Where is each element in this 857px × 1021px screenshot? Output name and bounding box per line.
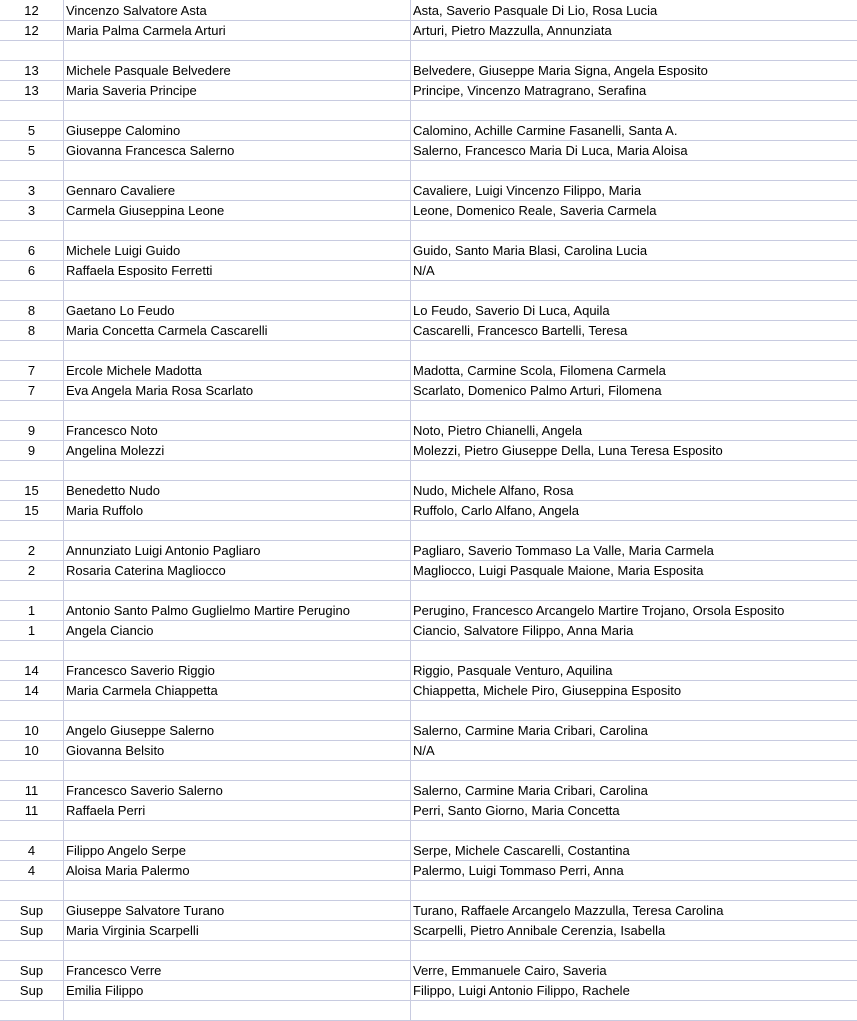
cell-name[interactable] — [63, 521, 410, 540]
cell-number[interactable]: 5 — [27, 123, 36, 138]
cell-parents[interactable]: Magliocco, Luigi Pasquale Maione, Maria Esposita — [413, 563, 704, 578]
cell-number[interactable] — [0, 641, 63, 660]
empty-row[interactable] — [0, 641, 857, 661]
cell-name[interactable]: Giovanna Belsito — [66, 743, 165, 758]
cell-name[interactable]: Giovanna Francesca Salerno — [66, 143, 235, 158]
cell-name[interactable] — [63, 1001, 410, 1020]
table-row[interactable] — [0, 361, 857, 381]
table-row[interactable] — [0, 801, 857, 821]
cell-number[interactable]: 14 — [24, 663, 39, 678]
cell-parents[interactable] — [410, 341, 857, 360]
cell-name[interactable]: Benedetto Nudo — [66, 483, 160, 498]
cell-parents[interactable]: Perri, Santo Giorno, Maria Concetta — [413, 803, 620, 818]
empty-row[interactable] — [0, 821, 857, 841]
cell-name[interactable]: Francesco Noto — [66, 423, 158, 438]
cell-parents[interactable]: Turano, Raffaele Arcangelo Mazzulla, Teresa Carolina — [413, 903, 724, 918]
cell-number[interactable] — [0, 941, 63, 960]
cell-parents[interactable]: Salerno, Carmine Maria Cribari, Carolina — [413, 723, 648, 738]
empty-row[interactable] — [0, 1001, 857, 1021]
table-row[interactable] — [0, 661, 857, 681]
table-row[interactable] — [0, 241, 857, 261]
cell-number[interactable]: 1 — [27, 623, 36, 638]
cell-name[interactable]: Raffaela Perri — [66, 803, 146, 818]
cell-parents[interactable]: Chiappetta, Michele Piro, Giuseppina Esposito — [413, 683, 682, 698]
empty-row[interactable] — [0, 941, 857, 961]
empty-row[interactable] — [0, 701, 857, 721]
cell-name[interactable]: Filippo Angelo Serpe — [66, 843, 186, 858]
cell-name[interactable] — [63, 281, 410, 300]
cell-number[interactable] — [0, 581, 63, 600]
table-row[interactable] — [0, 321, 857, 341]
cell-number[interactable]: 9 — [27, 443, 36, 458]
cell-number[interactable] — [0, 521, 63, 540]
cell-name[interactable] — [63, 341, 410, 360]
cell-number[interactable]: 13 — [24, 63, 39, 78]
cell-parents[interactable]: Principe, Vincenzo Matragrano, Serafina — [413, 83, 647, 98]
cell-name[interactable]: Francesco Saverio Riggio — [66, 663, 215, 678]
table-row[interactable] — [0, 441, 857, 461]
cell-name[interactable]: Angelo Giuseppe Salerno — [66, 723, 215, 738]
cell-parents[interactable]: Guido, Santo Maria Blasi, Carolina Lucia — [413, 243, 648, 258]
cell-parents[interactable] — [410, 161, 857, 180]
cell-parents[interactable]: Salerno, Francesco Maria Di Luca, Maria Aloisa — [413, 143, 688, 158]
table-row[interactable] — [0, 901, 857, 921]
cell-parents[interactable]: Pagliaro, Saverio Tommaso La Valle, Maria Carmela — [413, 543, 714, 558]
cell-name[interactable]: Michele Luigi Guido — [66, 243, 181, 258]
cell-parents[interactable]: Scarlato, Domenico Palmo Arturi, Filomena — [413, 383, 662, 398]
cell-name[interactable]: Antonio Santo Palmo Guglielmo Martire Perugino — [66, 603, 350, 618]
cell-name[interactable]: Francesco Saverio Salerno — [66, 783, 223, 798]
cell-number[interactable]: 12 — [24, 3, 39, 18]
cell-number[interactable] — [0, 101, 63, 120]
cell-name[interactable]: Vincenzo Salvatore Asta — [66, 3, 207, 18]
cell-parents[interactable]: Palermo, Luigi Tommaso Perri, Anna — [413, 863, 624, 878]
cell-name[interactable]: Maria Saveria Principe — [66, 83, 197, 98]
cell-parents[interactable] — [410, 941, 857, 960]
table-row[interactable] — [0, 481, 857, 501]
cell-number[interactable] — [0, 821, 63, 840]
cell-parents[interactable]: Leone, Domenico Reale, Saveria Carmela — [413, 203, 657, 218]
cell-number[interactable] — [0, 341, 63, 360]
cell-name[interactable] — [63, 701, 410, 720]
cell-parents[interactable] — [410, 821, 857, 840]
cell-name[interactable]: Maria Virginia Scarpelli — [66, 923, 199, 938]
cell-number[interactable] — [0, 161, 63, 180]
cell-name[interactable]: Gennaro Cavaliere — [66, 183, 176, 198]
cell-parents[interactable] — [410, 881, 857, 900]
empty-row[interactable] — [0, 101, 857, 121]
cell-number[interactable]: 9 — [27, 423, 36, 438]
cell-number[interactable] — [0, 881, 63, 900]
table-row[interactable] — [0, 201, 857, 221]
cell-name[interactable]: Ercole Michele Madotta — [66, 363, 202, 378]
table-row[interactable] — [0, 301, 857, 321]
empty-row[interactable] — [0, 581, 857, 601]
cell-parents[interactable] — [410, 101, 857, 120]
cell-parents[interactable]: Molezzi, Pietro Giuseppe Della, Luna Teresa Esposito — [413, 443, 723, 458]
cell-number[interactable]: 12 — [24, 23, 39, 38]
table-row[interactable] — [0, 741, 857, 761]
cell-number[interactable]: Sup — [19, 963, 44, 978]
cell-parents[interactable]: Asta, Saverio Pasquale Di Lio, Rosa Lucia — [413, 3, 658, 18]
cell-name[interactable] — [63, 221, 410, 240]
cell-parents[interactable]: Filippo, Luigi Antonio Filippo, Rachele — [413, 983, 630, 998]
cell-parents[interactable]: Noto, Pietro Chianelli, Angela — [413, 423, 583, 438]
table-row[interactable] — [0, 981, 857, 1001]
table-row[interactable] — [0, 961, 857, 981]
cell-name[interactable]: Eva Angela Maria Rosa Scarlato — [66, 383, 254, 398]
cell-parents[interactable]: Nudo, Michele Alfano, Rosa — [413, 483, 574, 498]
cell-name[interactable]: Giuseppe Salvatore Turano — [66, 903, 225, 918]
table-row[interactable] — [0, 501, 857, 521]
cell-number[interactable] — [0, 41, 63, 60]
cell-number[interactable]: Sup — [19, 983, 44, 998]
cell-parents[interactable]: Arturi, Pietro Mazzulla, Annunziata — [413, 23, 612, 38]
cell-parents[interactable]: Calomino, Achille Carmine Fasanelli, Santa A. — [413, 123, 678, 138]
table-row[interactable] — [0, 681, 857, 701]
cell-name[interactable]: Gaetano Lo Feudo — [66, 303, 175, 318]
cell-number[interactable]: 7 — [27, 363, 36, 378]
cell-name[interactable] — [63, 581, 410, 600]
cell-number[interactable]: Sup — [19, 923, 44, 938]
cell-parents[interactable]: Serpe, Michele Cascarelli, Costantina — [413, 843, 630, 858]
cell-name[interactable]: Maria Palma Carmela Arturi — [66, 23, 226, 38]
table-row[interactable] — [0, 841, 857, 861]
cell-parents[interactable] — [410, 1001, 857, 1020]
cell-parents[interactable]: Verre, Emmanuele Cairo, Saveria — [413, 963, 607, 978]
cell-parents[interactable]: Ruffolo, Carlo Alfano, Angela — [413, 503, 579, 518]
table-row[interactable] — [0, 181, 857, 201]
cell-parents[interactable]: Lo Feudo, Saverio Di Luca, Aquila — [413, 303, 610, 318]
cell-name[interactable] — [63, 641, 410, 660]
cell-name[interactable] — [63, 821, 410, 840]
cell-name[interactable]: Maria Concetta Carmela Cascarelli — [66, 323, 268, 338]
cell-number[interactable] — [0, 401, 63, 420]
cell-name[interactable] — [63, 881, 410, 900]
cell-number[interactable]: 4 — [27, 843, 36, 858]
cell-number[interactable]: Sup — [19, 903, 44, 918]
cell-number[interactable]: 7 — [27, 383, 36, 398]
cell-parents[interactable]: Salerno, Carmine Maria Cribari, Carolina — [413, 783, 648, 798]
cell-name[interactable] — [63, 761, 410, 780]
table-row[interactable] — [0, 21, 857, 41]
cell-number[interactable]: 2 — [27, 563, 36, 578]
empty-row[interactable] — [0, 521, 857, 541]
cell-number[interactable]: 6 — [27, 243, 36, 258]
table-row[interactable] — [0, 121, 857, 141]
cell-parents[interactable] — [410, 761, 857, 780]
cell-number[interactable]: 3 — [27, 203, 36, 218]
table-row[interactable] — [0, 261, 857, 281]
cell-number[interactable]: 10 — [24, 723, 39, 738]
table-row[interactable] — [0, 421, 857, 441]
empty-row[interactable] — [0, 221, 857, 241]
table-row[interactable] — [0, 601, 857, 621]
table-row[interactable] — [0, 61, 857, 81]
cell-number[interactable]: 11 — [24, 803, 39, 818]
cell-number[interactable] — [0, 461, 63, 480]
cell-number[interactable]: 15 — [24, 483, 39, 498]
cell-number[interactable] — [0, 701, 63, 720]
cell-number[interactable]: 6 — [27, 263, 36, 278]
empty-row[interactable] — [0, 401, 857, 421]
cell-number[interactable]: 2 — [27, 543, 36, 558]
cell-number[interactable]: 3 — [27, 183, 36, 198]
cell-name[interactable] — [63, 941, 410, 960]
cell-name[interactable]: Aloisa Maria Palermo — [66, 863, 190, 878]
empty-row[interactable] — [0, 161, 857, 181]
cell-name[interactable]: Emilia Filippo — [66, 983, 144, 998]
cell-name[interactable] — [63, 41, 410, 60]
cell-parents[interactable]: Madotta, Carmine Scola, Filomena Carmela — [413, 363, 666, 378]
table-row[interactable] — [0, 381, 857, 401]
table-row[interactable] — [0, 141, 857, 161]
cell-parents[interactable] — [410, 221, 857, 240]
cell-number[interactable]: 11 — [24, 783, 39, 798]
table-row[interactable] — [0, 921, 857, 941]
cell-name[interactable]: Angela Ciancio — [66, 623, 154, 638]
cell-parents[interactable] — [410, 581, 857, 600]
cell-parents[interactable]: Scarpelli, Pietro Annibale Cerenzia, Isabella — [413, 923, 666, 938]
cell-parents[interactable]: Ciancio, Salvatore Filippo, Anna Maria — [413, 623, 634, 638]
cell-parents[interactable]: Cavaliere, Luigi Vincenzo Filippo, Maria — [413, 183, 642, 198]
cell-number[interactable] — [0, 281, 63, 300]
cell-parents[interactable]: Perugino, Francesco Arcangelo Martire Trojano, Orsola Esposito — [413, 603, 785, 618]
cell-parents[interactable]: N/A — [413, 743, 435, 758]
empty-row[interactable] — [0, 761, 857, 781]
table-row[interactable] — [0, 861, 857, 881]
empty-row[interactable] — [0, 41, 857, 61]
cell-name[interactable]: Maria Ruffolo — [66, 503, 144, 518]
cell-number[interactable] — [0, 1001, 63, 1020]
empty-row[interactable] — [0, 461, 857, 481]
cell-number[interactable]: 10 — [24, 743, 39, 758]
table-row[interactable] — [0, 561, 857, 581]
cell-number[interactable]: 8 — [27, 303, 36, 318]
cell-parents[interactable] — [410, 41, 857, 60]
cell-number[interactable]: 1 — [27, 603, 36, 618]
empty-row[interactable] — [0, 881, 857, 901]
cell-number[interactable]: 14 — [24, 683, 39, 698]
cell-name[interactable] — [63, 101, 410, 120]
cell-number[interactable] — [0, 761, 63, 780]
table-row[interactable] — [0, 81, 857, 101]
cell-parents[interactable]: Riggio, Pasquale Venturo, Aquilina — [413, 663, 613, 678]
cell-name[interactable]: Carmela Giuseppina Leone — [66, 203, 225, 218]
table-row[interactable] — [0, 621, 857, 641]
cell-number[interactable]: 13 — [24, 83, 39, 98]
cell-name[interactable]: Rosaria Caterina Magliocco — [66, 563, 226, 578]
empty-row[interactable] — [0, 341, 857, 361]
cell-name[interactable]: Francesco Verre — [66, 963, 162, 978]
cell-number[interactable] — [0, 221, 63, 240]
cell-name[interactable] — [63, 401, 410, 420]
cell-parents[interactable] — [410, 461, 857, 480]
empty-row[interactable] — [0, 281, 857, 301]
cell-name[interactable] — [63, 161, 410, 180]
cell-parents[interactable]: N/A — [413, 263, 435, 278]
cell-parents[interactable] — [410, 281, 857, 300]
cell-name[interactable]: Raffaela Esposito Ferretti — [66, 263, 213, 278]
cell-name[interactable]: Maria Carmela Chiappetta — [66, 683, 218, 698]
cell-number[interactable]: 15 — [24, 503, 39, 518]
cell-parents[interactable] — [410, 701, 857, 720]
table-row[interactable] — [0, 1, 857, 21]
cell-parents[interactable] — [410, 641, 857, 660]
cell-parents[interactable]: Belvedere, Giuseppe Maria Signa, Angela Esposito — [413, 63, 708, 78]
cell-parents[interactable] — [410, 521, 857, 540]
cell-number[interactable]: 8 — [27, 323, 36, 338]
cell-name[interactable]: Annunziato Luigi Antonio Pagliaro — [66, 543, 261, 558]
cell-name[interactable]: Angelina Molezzi — [66, 443, 165, 458]
table-row[interactable] — [0, 541, 857, 561]
cell-parents[interactable] — [410, 401, 857, 420]
cell-number[interactable]: 5 — [27, 143, 36, 158]
cell-parents[interactable]: Cascarelli, Francesco Bartelli, Teresa — [413, 323, 628, 338]
table-row[interactable] — [0, 721, 857, 741]
cell-name[interactable]: Michele Pasquale Belvedere — [66, 63, 231, 78]
table-row[interactable] — [0, 781, 857, 801]
cell-name[interactable]: Giuseppe Calomino — [66, 123, 181, 138]
cell-name[interactable] — [63, 461, 410, 480]
cell-number[interactable]: 4 — [27, 863, 36, 878]
